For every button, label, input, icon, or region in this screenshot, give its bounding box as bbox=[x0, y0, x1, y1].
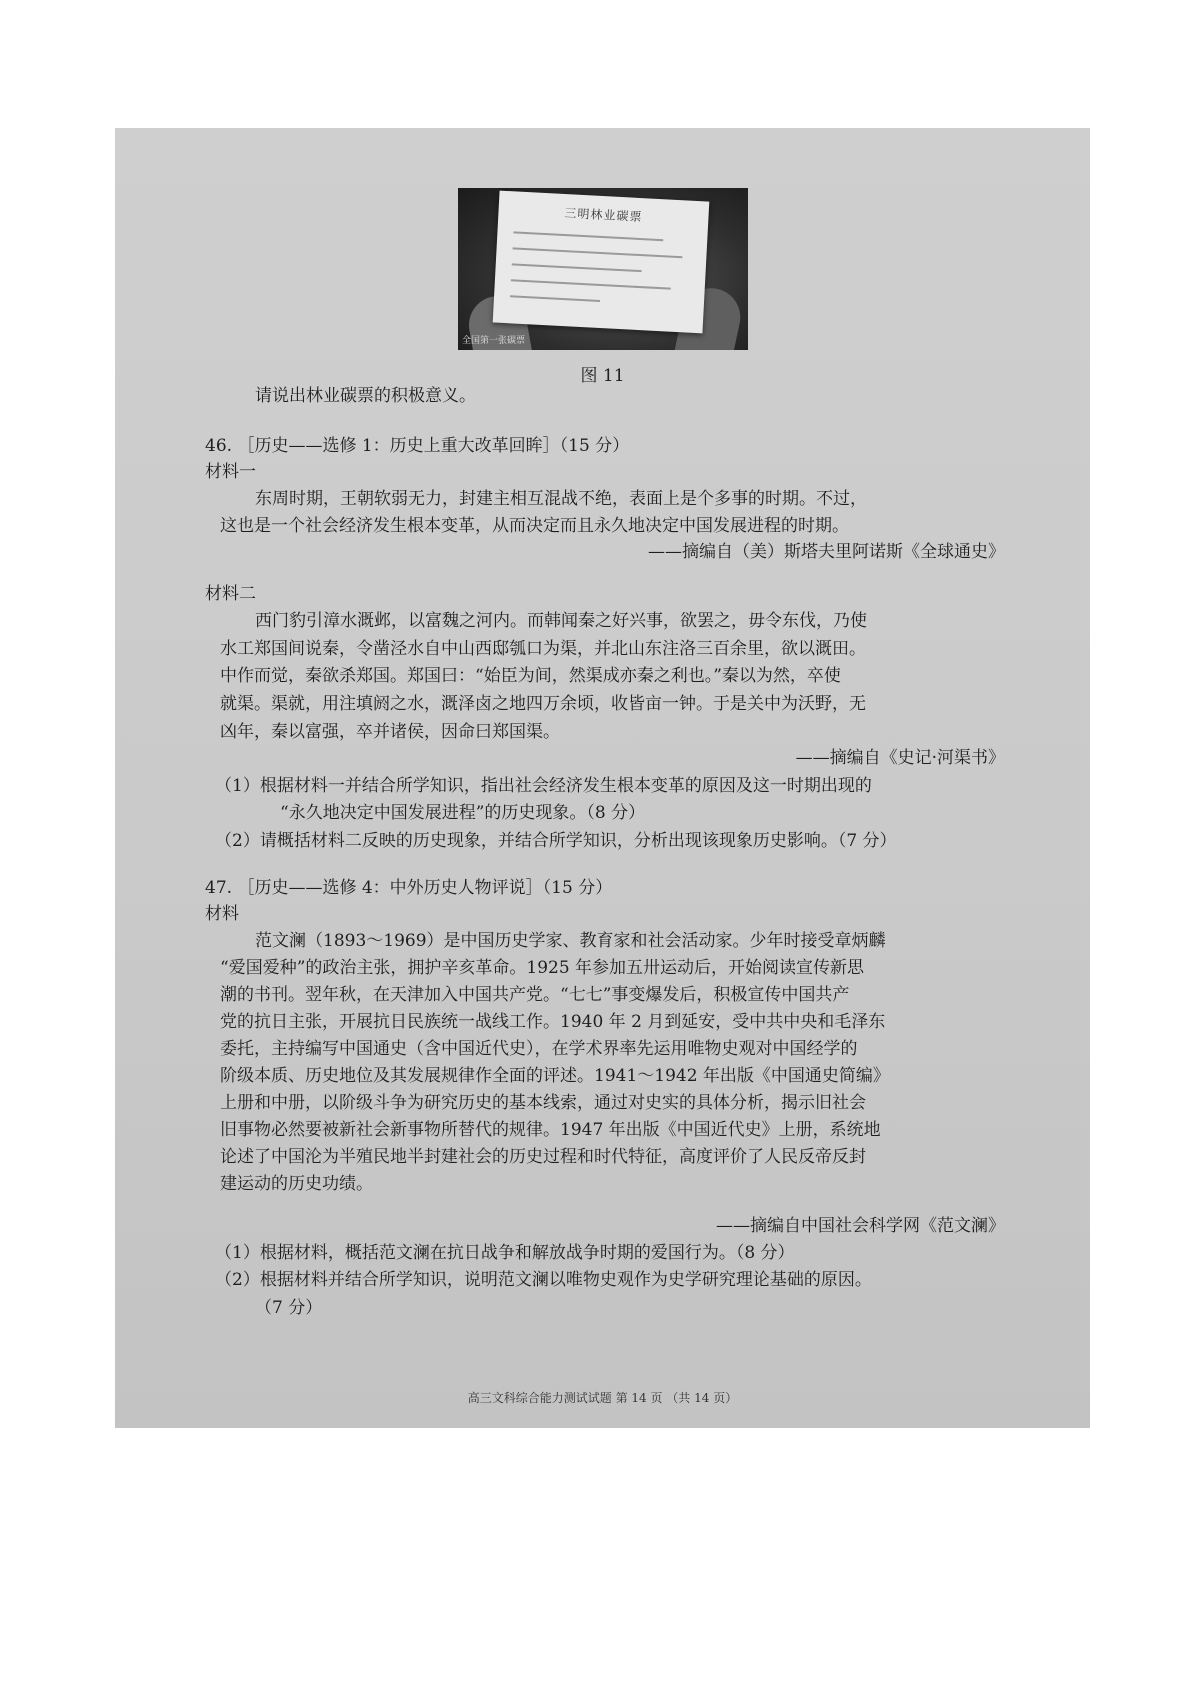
q46-material1-source: ——摘编自（美）斯塔夫里阿诺斯《全球通史》 bbox=[648, 542, 1005, 562]
ticket-text-line bbox=[512, 263, 642, 272]
q47-material-line: “爱国爱种”的政治主张，拥护辛亥革命。1925 年参加五卅运动后，开始阅读宣传新思 bbox=[220, 958, 865, 978]
q46-material2-line: 水工郑国间说秦，令凿泾水自中山西邸瓠口为渠，并北山东注洛三百余里，欲以溉田。 bbox=[220, 639, 866, 659]
q47-subquestion-1: （1）根据材料，概括范文澜在抗日战争和解放战争时期的爱国行为。（8 分） bbox=[215, 1243, 795, 1263]
q47-header: 47. ［历史——选修 4：中外历史人物评说］（15 分） bbox=[205, 878, 613, 898]
q46-material1-label: 材料一 bbox=[205, 462, 256, 482]
page-footer: 高三文科综合能力测试试题 第 14 页 （共 14 页） bbox=[467, 1391, 738, 1405]
photo-caption: 全国第一张碳票 bbox=[462, 336, 526, 346]
q46-material1-line: 东周时期，王朝软弱无力，封建主相互混战不绝，表面上是个多事的时期。不过， bbox=[255, 489, 867, 509]
q47-subquestion-2-cont: （7 分） bbox=[255, 1298, 323, 1318]
q47-material-label: 材料 bbox=[205, 904, 239, 924]
q47-material-line: 上册和中册，以阶级斗争为研究历史的基本线索，通过对史实的具体分析，揭示旧社会 bbox=[220, 1093, 866, 1113]
q47-material-line: 建运动的历史功绩。 bbox=[220, 1174, 373, 1194]
ticket-text-line bbox=[513, 231, 663, 241]
q47-material-source: ——摘编自中国社会科学网《范文澜》 bbox=[716, 1216, 1005, 1236]
figure-photo bbox=[458, 188, 748, 350]
figure-label: 图 11 bbox=[580, 366, 625, 386]
q46-header: 46. ［历史——选修 1：历史上重大改革回眸］（15 分） bbox=[205, 436, 630, 456]
q47-material-line: 论述了中国沦为半殖民地半封建社会的历史过程和时代特征，高度评价了人民反帝反封 bbox=[220, 1147, 866, 1167]
q46-material2-label: 材料二 bbox=[205, 584, 256, 604]
q46-subquestion-2: （2）请概括材料二反映的历史现象，并结合所学知识，分析出现该现象历史影响。（7 分） bbox=[215, 831, 897, 851]
ticket-text-line bbox=[510, 295, 600, 302]
q46-material2-line: 中作而觉，秦欲杀郑国。郑国曰：“始臣为间，然渠成亦秦之利也。”秦以为然，卒使 bbox=[220, 666, 841, 686]
q47-material-line: 范文澜（1893～1969）是中国历史学家、教育家和社会活动家。少年时接受章炳麟 bbox=[255, 931, 886, 951]
q46-material2-source: ——摘编自《史记·河渠书》 bbox=[795, 748, 1005, 768]
ticket-title: 三明林业碳票 bbox=[564, 206, 643, 225]
q47-material-line: 潮的书刊。翌年秋，在天津加入中国共产党。“七七”事变爆发后，积极宣传中国共产 bbox=[220, 985, 850, 1005]
q46-material2-line: 就渠。渠就，用注填阏之水，溉泽卤之地四万余顷，收皆亩一钟。于是关中为沃野，无 bbox=[220, 694, 866, 714]
q46-material1-line: 这也是一个社会经济发生根本变革，从而决定而且永久地决定中国发展进程的时期。 bbox=[220, 516, 849, 536]
ticket-text-line bbox=[511, 279, 671, 289]
q46-material2-line: 凶年，秦以富强，卒并诸侯，因命曰郑国渠。 bbox=[220, 722, 560, 742]
carbon-ticket bbox=[493, 191, 710, 334]
q47-material-line: 委托，主持编写中国通史（含中国近代史），在学术界率先运用唯物史观对中国经学的 bbox=[220, 1039, 858, 1059]
question-prompt: 请说出林业碳票的积极意义。 bbox=[255, 386, 476, 406]
ticket-text-line bbox=[513, 247, 683, 258]
q47-subquestion-2: （2）根据材料并结合所学知识，说明范文澜以唯物史观作为史学研究理论基础的原因。 bbox=[215, 1270, 872, 1290]
scanned-page bbox=[115, 128, 1090, 1428]
q46-material2-line: 西门豹引漳水溉邺，以富魏之河内。而韩闻秦之好兴事，欲罢之，毋令东伐，乃使 bbox=[255, 611, 867, 631]
q46-subquestion-1-cont: “永久地决定中国发展进程”的历史现象。（8 分） bbox=[280, 803, 646, 823]
q46-subquestion-1: （1）根据材料一并结合所学知识，指出社会经济发生根本变革的原因及这一时期出现的 bbox=[215, 776, 872, 796]
q47-material-line: 阶级本质、历史地位及其发展规律作全面的评述。1941～1942 年出版《中国通史简编》 bbox=[220, 1066, 890, 1086]
q47-material-line: 旧事物必然要被新社会新事物所替代的规律。1947 年出版《中国近代史》上册，系统地 bbox=[220, 1120, 881, 1140]
q47-material-line: 党的抗日主张，开展抗日民族统一战线工作。1940 年 2 月到延安，受中共中央和毛泽东 bbox=[220, 1012, 886, 1032]
